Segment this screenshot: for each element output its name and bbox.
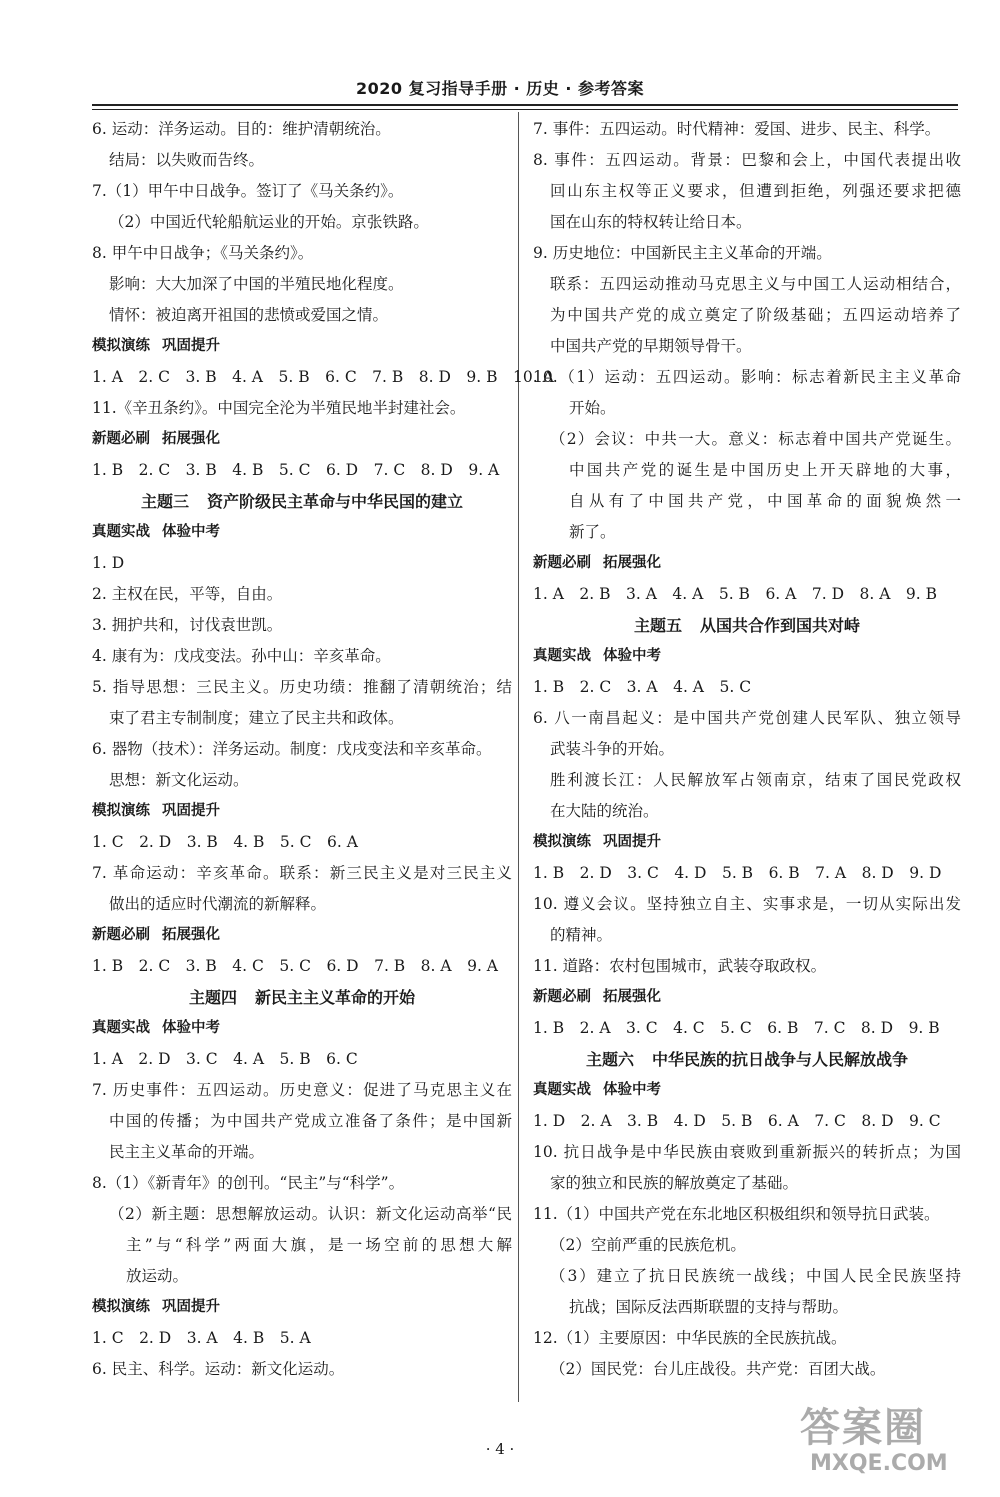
answer-line: 8. 事件：五四运动。背景：巴黎和会上，中国代表提出收 <box>533 151 961 169</box>
answer-line: 1. B 2. A 3. C 4. C 5. C 6. B 7. C 8. D 9. B <box>533 1019 940 1037</box>
section-heading-part: 体验中考 <box>603 648 661 664</box>
topic-number: 主题五 <box>633 616 682 635</box>
topic-title: 中华民族的抗日战争与人民解放战争 <box>652 1050 909 1069</box>
answer-line: （2）中国近代轮船航运业的开始。京张铁路。 <box>109 213 429 231</box>
answer-line: 1. B 2. C 3. A 4. A 5. C <box>533 678 752 696</box>
answer-line: 1. A 2. C 3. B 4. A 5. B 6. C 7. B 8. D 9. B 10. A <box>92 368 554 386</box>
section-heading <box>92 920 512 951</box>
answer-line: 做出的适应时代潮流的新解释。 <box>109 895 327 913</box>
topic-title: 新民主主义革命的开始 <box>255 988 416 1007</box>
answer-line: 5. 指导思想：三民主义。历史功绩：推翻了清朝统治；结 <box>92 678 512 696</box>
section-heading <box>533 548 961 579</box>
section-heading <box>92 796 512 827</box>
answer-line: （2）空前严重的民族危机。 <box>550 1236 746 1254</box>
answer-line: 开始。 <box>569 399 616 417</box>
topic-number: 主题三 <box>140 492 189 511</box>
answer-line: 1. B 2. C 3. B 4. C 5. C 6. D 7. B 8. A 9. A <box>92 957 499 975</box>
answer-line: 4. 康有为：戊戌变法。孙中山：辛亥革命。 <box>92 647 391 665</box>
answer-line: 回山东主权等正义要求，但遭到拒绝，列强还要求把德 <box>550 182 961 200</box>
section-heading-part: 拓展强化 <box>603 555 661 571</box>
answer-line: 联系：五四运动推动马克思主义与中国工人运动相结合， <box>550 275 961 293</box>
section-heading-part: 体验中考 <box>603 1082 661 1098</box>
answer-line: 中国的传播；为中国共产党成立准备了条件；是中国新 <box>109 1112 512 1130</box>
answer-line: 胜利渡长江：人民解放军占领南京，结束了国民党政权 <box>550 771 961 789</box>
answer-line: 主”与“科学”两面大旗，是一场空前的思想大解 <box>126 1236 512 1254</box>
answer-line: 新了。 <box>569 523 616 541</box>
page-header: 2020 复习指导手册 · 历史 · 参考答案 <box>355 79 645 98</box>
header-rule-thin <box>92 109 958 110</box>
section-heading-part: 新题必刷 <box>92 431 150 447</box>
answer-line: （2）新主题：思想解放运动。认识：新文化运动高举“民 <box>109 1205 512 1223</box>
section-heading <box>92 1292 512 1323</box>
section-heading-part: 模拟演练 <box>92 1299 150 1315</box>
answer-line: 情怀：被迫离开祖国的悲愤或爱国之情。 <box>109 306 389 324</box>
section-heading <box>92 424 512 455</box>
answer-line: 7. 事件：五四运动。时代精神：爱国、进步、民主、科学。 <box>533 120 941 138</box>
section-heading-part: 巩固提升 <box>162 1299 220 1315</box>
answer-line: 结局：以失败而告终。 <box>109 151 265 169</box>
section-heading-part: 体验中考 <box>162 1020 220 1036</box>
answer-line: 影响：大大加深了中国的半殖民地化程度。 <box>109 275 404 293</box>
answer-line: 1. A 2. B 3. A 4. A 5. B 6. A 7. D 8. A 9. B <box>533 585 938 603</box>
answer-line: 10. 遵义会议。坚持独立自主、实事求是，一切从实际出发 <box>533 895 961 913</box>
topic-number: 主题四 <box>188 988 237 1007</box>
answer-line: 10. 抗日战争是中华民族由衰败到重新振兴的转折点；为国 <box>533 1143 961 1161</box>
answer-line: 6. 八一南昌起义：是中国共产党创建人民军队、独立领导 <box>533 709 961 727</box>
topic-heading <box>92 982 512 1013</box>
left-column <box>92 114 554 1385</box>
answer-line: 国在山东的特权转让给日本。 <box>550 213 752 231</box>
watermark-logo <box>800 1405 970 1485</box>
section-heading-part: 新题必刷 <box>533 555 591 571</box>
answer-line: 中国共产党的诞生是中国历史上开天辟地的大事， <box>569 461 961 479</box>
answer-line: 2. 主权在民，平等，自由。 <box>92 585 283 603</box>
answer-line: 6. 器物（技术）：洋务运动。制度：戊戌变法和辛亥革命。 <box>92 740 492 758</box>
answer-line: 8.（1）《新青年》的创刊。“民主”与“科学”。 <box>92 1174 405 1192</box>
answer-line: 在大陆的统治。 <box>550 802 659 820</box>
section-heading-part: 真题实战 <box>92 524 150 540</box>
answer-line: 武装斗争的开始。 <box>550 740 675 758</box>
answer-line: 民主主义革命的开端。 <box>109 1143 265 1161</box>
answer-line: 1. C 2. D 3. B 4. B 5. C 6. A <box>92 833 358 851</box>
answer-line: 放运动。 <box>126 1267 189 1285</box>
page-number: · 4 · <box>485 1440 515 1458</box>
section-heading-part: 真题实战 <box>92 1020 150 1036</box>
answer-line: 1. B 2. C 3. B 4. B 5. C 6. D 7. C 8. D 9. A <box>92 461 500 479</box>
answer-line: 思想：新文化运动。 <box>109 771 249 789</box>
answer-line: 7.（1）甲午中日战争。签订了《马关条约》。 <box>92 182 404 200</box>
answer-line: 3. 拥护共和，讨伐袁世凯。 <box>92 616 283 634</box>
topic-title: 从国共合作到国共对峙 <box>700 616 861 635</box>
section-heading-part: 体验中考 <box>162 524 220 540</box>
section-heading <box>92 1013 512 1044</box>
topic-heading <box>533 610 961 641</box>
answer-line: 7. 革命运动：辛亥革命。联系：新三民主义是对三民主义 <box>92 864 512 882</box>
answer-line: 束了君主专制制度；建立了民主共和政体。 <box>109 709 404 727</box>
answer-line: 1. B 2. D 3. C 4. D 5. B 6. B 7. A 8. D 9. D <box>533 864 942 882</box>
answer-line: 6. 运动：洋务运动。目的：维护清朝统治。 <box>92 120 391 138</box>
answer-line: 1. D <box>92 554 125 572</box>
section-heading-part: 新题必刷 <box>533 989 591 1005</box>
answer-line: 中国共产党的早期领导骨干。 <box>550 337 752 355</box>
answer-line: 10.（1）运动：五四运动。影响：标志着新民主主义革命 <box>533 368 961 386</box>
answer-line: 9. 历史地位：中国新民主主义革命的开端。 <box>533 244 832 262</box>
topic-title: 资产阶级民主革命与中华民国的建立 <box>207 492 464 511</box>
topic-heading <box>92 486 512 517</box>
section-heading-part: 模拟演练 <box>533 834 591 850</box>
column-divider <box>518 112 519 1402</box>
answer-line: 11. 道路：农村包围城市，武装夺取政权。 <box>533 957 827 975</box>
section-heading-part: 巩固提升 <box>162 338 220 354</box>
answer-line: 1. D 2. A 3. B 4. D 5. B 6. A 7. C 8. D 9. C <box>533 1112 941 1130</box>
answer-line: 1. A 2. D 3. C 4. A 5. B 6. C <box>92 1050 358 1068</box>
answer-line: （2）国民党：台儿庄战役。共产党：百团大战。 <box>550 1360 886 1378</box>
right-column <box>533 114 961 1385</box>
section-heading-part: 模拟演练 <box>92 338 150 354</box>
section-heading-part: 真题实战 <box>533 1082 591 1098</box>
answer-line: 7. 历史事件：五四运动。历史意义：促进了马克思主义在 <box>92 1081 512 1099</box>
section-heading-part: 巩固提升 <box>603 834 661 850</box>
answer-line: 为中国共产党的成立奠定了阶级基础；五四运动培养了 <box>550 306 961 324</box>
answer-line: 12.（1）主要原因：中华民族的全民族抗战。 <box>533 1329 847 1347</box>
answer-line: 8. 甲午中日战争；《马关条约》。 <box>92 244 314 262</box>
section-heading <box>92 331 512 362</box>
answer-line: 的精神。 <box>550 926 613 944</box>
section-heading-part: 拓展强化 <box>603 989 661 1005</box>
header-rule-thick <box>92 104 958 106</box>
section-heading <box>533 641 961 672</box>
topic-number: 主题六 <box>585 1050 634 1069</box>
answer-line: 抗战；国际反法西斯联盟的支持与帮助。 <box>569 1298 849 1316</box>
topic-heading <box>533 1044 961 1075</box>
answer-line: 1. C 2. D 3. A 4. B 5. A <box>92 1329 311 1347</box>
answer-line: （2）会议：中共一大。意义：标志着中国共产党诞生。 <box>550 430 961 448</box>
answer-line: 11.（1）中国共产党在东北地区积极组织和领导抗日武装。 <box>533 1205 940 1223</box>
answer-line: 11.《辛丑条约》。中国完全沦为半殖民地半封建社会。 <box>92 399 466 417</box>
section-heading-part: 拓展强化 <box>162 431 220 447</box>
answer-line: （3）建立了抗日民族统一战线；中国人民全民族坚持 <box>550 1267 961 1285</box>
answer-line: 6. 民主、科学。运动：新文化运动。 <box>92 1360 345 1378</box>
section-heading-part: 真题实战 <box>533 648 591 664</box>
watermark-title: 答案圈 <box>800 1405 926 1451</box>
watermark-url: MXQE.COM <box>810 1451 948 1476</box>
section-heading-part: 巩固提升 <box>162 803 220 819</box>
section-heading-part: 模拟演练 <box>92 803 150 819</box>
section-heading <box>533 982 961 1013</box>
section-heading <box>92 517 512 548</box>
section-heading <box>533 827 961 858</box>
section-heading-part: 拓展强化 <box>162 927 220 943</box>
section-heading <box>533 1075 961 1106</box>
section-heading-part: 新题必刷 <box>92 927 150 943</box>
answer-line: 家的独立和民族的解放奠定了基础。 <box>550 1174 799 1192</box>
answer-line: 自从有了中国共产党，中国革命的面貌焕然一 <box>569 492 961 510</box>
